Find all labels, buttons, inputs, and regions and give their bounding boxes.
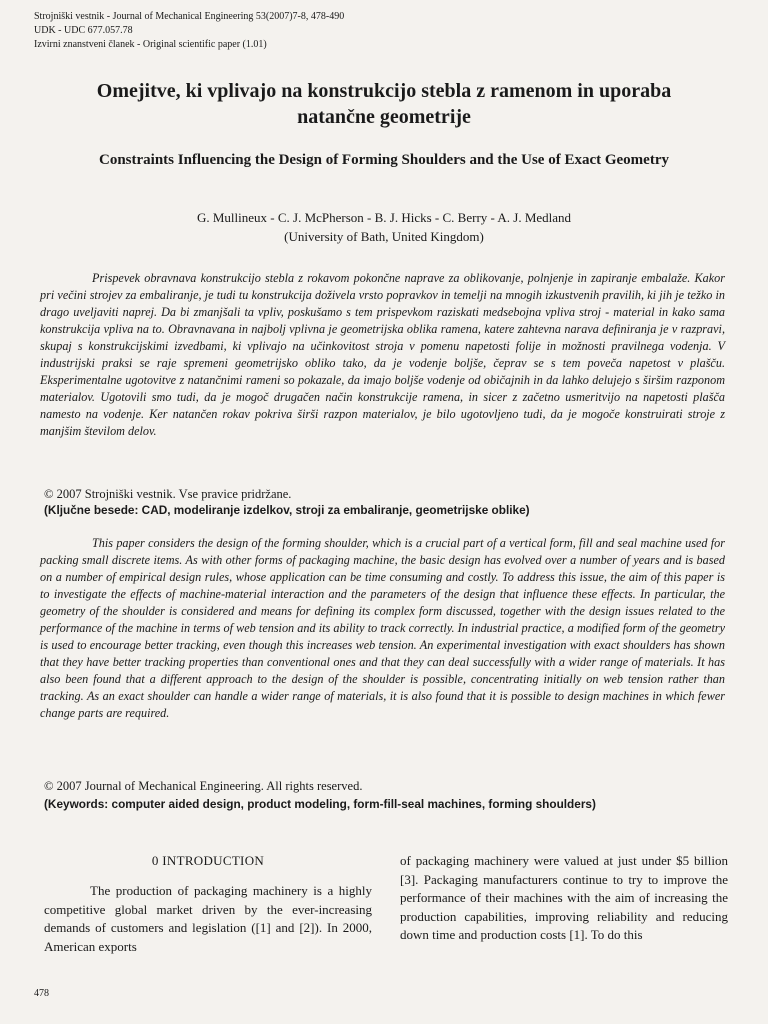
paper-type: Izvirni znanstveni članek - Original scientific paper (1.01)	[34, 39, 267, 50]
abstract-english: This paper considers the design of the forming shoulder, which is a crucial part of a vertical form, fill and seal machine used for packing small discrete items. As with other forms of packaging machine, the basic design has evolved over a number of years and is based on a number of empirical design rules, whose application can be time consuming and costly. To address this issue, the aim of this paper is to investigate the effects of machine-material interaction and the parameters of the design that influence these effects. In particular, the geometry of the shoulder is considered and means for defining its complex form discussed, together with the design issues related to the performance of the machine in terms of web tension and its ability to track correctly. In industrial practice, a modified form of the geometry is used to encourage better tracking, even though this increases web tension. An experimental investigation with exact shoulders has shown that they have better tracking properties than conventional ones and that they can deal successfully with a wider range of materials. It has also been found that a different approach to the design of the shoulder is possible, concentrating initially on web tension rather than tracking. As an exact shoulder can handle a wider range of materials, it is also found that it is possible to design machines in which fewer change parts are required.	[40, 536, 725, 720]
section-heading: 0 INTRODUCTION	[151, 853, 265, 868]
abstract-slovenian: Prispevek obravnava konstrukcijo stebla z rokavom pokončne naprave za oblikovanje, polnjenje in zapiranje embalaže. Kakor pri večini strojev za embaliranje, je tudi tu konstrukcija doživela vrsto popravkov in temelji na mnogih izkustvenih pravilih, ki jih je težko in drago uveljaviti naprej. Da bi zmanjšali ta vpliv, poskušamo s tem prispevkom raziskati medsebojna vpliva stroj - material in kako sama konstrukcija vpliva na to. Obravnavana in najbolj vplivna je geometrijska oblika ramena, katere zahtevna narava definiranja je v razpravi, skupaj s konstrukcijskimi izvedbami, ki vplivajo na učinkovitost stroja v pomenu napetosti folije in možnosti pravilnega vodenja. V industrijski praksi se raje spremeni geometrijsko obliko tako, da je vodenje boljše, čeprav se s tem poveča napetost v plašču. Eksperimentalne ugotovitve z natančnimi rameni so pokazale, da imajo boljše vodenje od običajnih in da lahko delujejo s širšim razponom materialov. Ugotovili smo tudi, da je mogoč drugačen način konstrukcije ramena, in sicer z začetno usmeritvijo na napetosti plašča namesto na vodenje. Ker natančen rokav pokriva širši razpon materialov, je bilo ugotovljeno tudi, da je mogoče konstruirati stroje z manjšim številom delov.	[40, 271, 725, 438]
journal-header	[34, 10, 344, 52]
body-column-left	[44, 852, 372, 956]
keywords-english: (Keywords: computer aided design, product modeling, form-fill-seal machines, forming shoulders)	[44, 797, 596, 811]
copyright-slovenian: © 2007 Strojniški vestnik. Vse pravice pridržane.	[44, 487, 292, 501]
author-block	[60, 208, 708, 246]
title-slovenian: Omejitve, ki vplivajo na konstrukcijo stebla z ramenom in uporaba natančne geometrije	[96, 80, 672, 128]
title-english: Constraints Influencing the Design of Forming Shoulders and the Use of Exact Geometry	[99, 152, 669, 168]
intro-paragraph: The production of packaging machinery is a highly competitive global market driven by the ever-increasing demands of customers and legislation ([1] and [2]). In 2000, American exports	[44, 883, 372, 954]
copyright-english: © 2007 Journal of Mechanical Engineering. All rights reserved.	[44, 779, 363, 793]
journal-citation: Strojniški vestnik - Journal of Mechanical Engineering 53(2007)7-8, 478-490	[34, 11, 345, 22]
authors: G. Mullineux - C. J. McPherson - B. J. Hicks - C. Berry - A. J. Medland	[196, 210, 572, 225]
page-number: 478	[34, 988, 49, 999]
keywords-slovenian: (Ključne besede: CAD, modeliranje izdelkov, stroji za embaliranje, geometrijske oblike)	[44, 503, 530, 517]
udk-code: UDK - UDC 677.057.78	[34, 25, 133, 36]
affiliation: (University of Bath, United Kingdom)	[284, 229, 484, 244]
body-column-right	[400, 852, 728, 945]
intro-paragraph-continued: of packaging machinery were valued at just under $5 billion [3]. Packaging manufacturers continue to try to improve the performance of their machines with the aim of increasing the production capabilities, improving reliability and reducing down time and production costs [1]. To do this	[400, 853, 728, 942]
